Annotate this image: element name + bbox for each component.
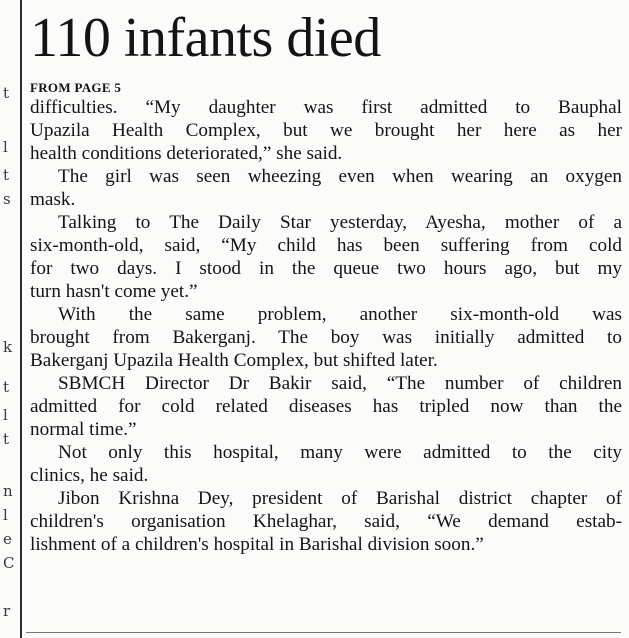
- article: [30, 0, 622, 556]
- article-line: brought from Bakerganj. The boy was initially admitted to: [30, 327, 622, 348]
- margin-mark: l: [3, 506, 8, 524]
- margin-mark: t: [3, 166, 10, 184]
- margin-mark: C: [3, 554, 15, 572]
- article-body: [30, 96, 622, 556]
- left-margin-marks: [0, 0, 14, 638]
- margin-mark: k: [3, 338, 13, 356]
- margin-mark: l: [3, 138, 8, 156]
- margin-mark: n: [3, 482, 13, 500]
- article-line: Jibon Krishna Dey, president of Barishal district chapter of: [58, 488, 622, 509]
- margin-mark: r: [3, 602, 11, 620]
- article-line: Bakerganj Upazila Health Complex, but shifted later.: [30, 350, 438, 371]
- article-line: Upazila Health Complex, but we brought her here as her: [30, 120, 622, 141]
- article-line: mask.: [30, 189, 76, 210]
- article-line: children's organisation Khelaghar, said, “We demand estab-: [30, 511, 622, 532]
- article-line: With the same problem, another six-month-old was: [58, 304, 622, 325]
- article-line: admitted for cold related diseases has tripled now than the: [30, 396, 622, 417]
- column-divider: [20, 0, 22, 638]
- margin-mark: t: [3, 430, 10, 448]
- article-line: health conditions deteriorated,” she said.: [30, 143, 343, 164]
- headline: 110 infants died: [30, 7, 381, 69]
- article-line: clinics, he said.: [30, 465, 149, 486]
- article-line: six-month-old, said, “My child has been suffering from cold: [30, 235, 622, 256]
- bottom-divider: [26, 632, 621, 633]
- continued-from-label: FROM PAGE 5: [30, 80, 122, 95]
- article-line: Talking to The Daily Star yesterday, Ayesha, mother of a: [58, 212, 622, 233]
- article-line: for two days. I stood in the queue two hours ago, but my: [30, 258, 622, 279]
- margin-mark: e: [3, 530, 12, 548]
- margin-mark: l: [3, 406, 8, 424]
- article-line: lishment of a children's hospital in Barishal division soon.”: [30, 534, 484, 555]
- article-line: difficulties. “My daughter was first admitted to Bauphal: [30, 97, 622, 118]
- margin-mark: s: [3, 190, 11, 208]
- article-line: The girl was seen wheezing even when wearing an oxygen: [58, 166, 622, 187]
- article-line: turn hasn't come yet.”: [30, 281, 198, 302]
- article-line: SBMCH Director Dr Bakir said, “The number of children: [58, 373, 622, 394]
- margin-mark: t: [3, 84, 10, 102]
- article-line: Not only this hospital, many were admitted to the city: [58, 442, 622, 463]
- article-line: normal time.”: [30, 419, 137, 440]
- margin-mark: t: [3, 378, 10, 396]
